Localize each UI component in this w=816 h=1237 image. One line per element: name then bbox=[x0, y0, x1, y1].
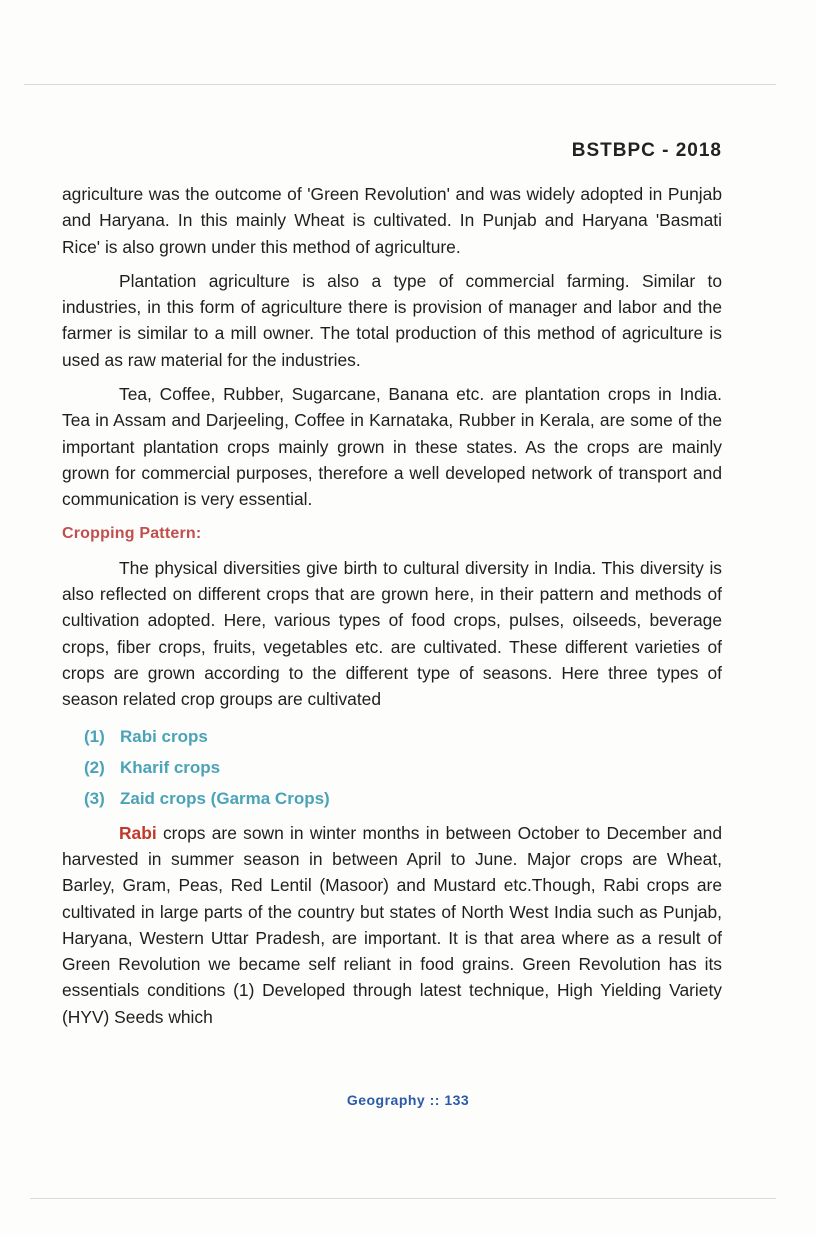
paragraph-plantation-crops: Tea, Coffee, Rubber, Sugarcane, Banana etc. are plantation crops in India. Tea in Assam and Darjeeling, Coffee in Karnataka, Rubber in Kerala, are some of the important plantation crops mainly grown in these states. As the crops are mainly grown for commercial purposes, therefore a well developed network of transport and communication is very essential. bbox=[62, 384, 722, 510]
list-item bbox=[84, 721, 722, 752]
list-item-label: Kharif crops bbox=[120, 757, 221, 777]
top-divider bbox=[24, 84, 776, 85]
list-item-number: (2) bbox=[84, 757, 105, 777]
bottom-divider bbox=[30, 1198, 776, 1199]
paragraph-green-revolution: agriculture was the outcome of 'Green Revolution' and was widely adopted in Punjab and Haryana. In this mainly Wheat is cultivated. In Punjab and Haryana 'Basmati Rice' is also grown under this method of agriculture. bbox=[62, 184, 722, 257]
rabi-description: crops are sown in winter months in between October to December and harvested in summer season in between April to June. Major crops are Wheat, Barley, Gram, Peas, Red Lentil (Masoor) and Mustard etc.Though, Rabi crops are cultivated in large parts of the country but states of North West India such as Punjab, Haryana, Western Uttar Pradesh, are important. It is that area where as a result of Green Revolution we became self reliant in food grains. Green Revolution has its essentials conditions (1) Developed through latest technique, High Yielding Variety (HYV) Seeds which bbox=[62, 822, 722, 1027]
section-heading-cropping-pattern: Cropping Pattern: bbox=[62, 524, 202, 542]
list-item bbox=[84, 783, 722, 814]
page-content bbox=[62, 181, 722, 1038]
document-code: BSTBPC - 2018 bbox=[571, 140, 722, 161]
list-item-label: Rabi crops bbox=[120, 726, 208, 746]
rabi-highlight: Rabi bbox=[119, 822, 157, 843]
list-item-number: (3) bbox=[84, 788, 105, 808]
list-item bbox=[84, 752, 722, 783]
crop-groups-list bbox=[62, 721, 722, 814]
list-item-label: Zaid crops (Garma Crops) bbox=[120, 788, 330, 808]
paragraph-plantation-agriculture: Plantation agriculture is also a type of commercial farming. Similar to industries, in this form of agriculture there is provision of manager and labor and the farmer is similar to a mill owner. The total production of this method of agriculture is used as raw material for the industries. bbox=[62, 270, 722, 370]
page-footer: Geography :: 133 bbox=[346, 1092, 470, 1108]
list-item-number: (1) bbox=[84, 726, 105, 746]
paragraph-cropping-pattern: The physical diversities give birth to cultural diversity in India. This diversity is also reflected on different crops that are grown here, in their pattern and methods of cultivation adopted. Here, various types of food crops, pulses, oilseeds, beverage crops, fiber crops, fruits, vegetables etc. are cultivated. These different varieties of crops are grown according to the different type of seasons. Here three types of season related crop groups are cultivated bbox=[62, 557, 722, 710]
paragraph-rabi-crops bbox=[62, 820, 722, 1030]
